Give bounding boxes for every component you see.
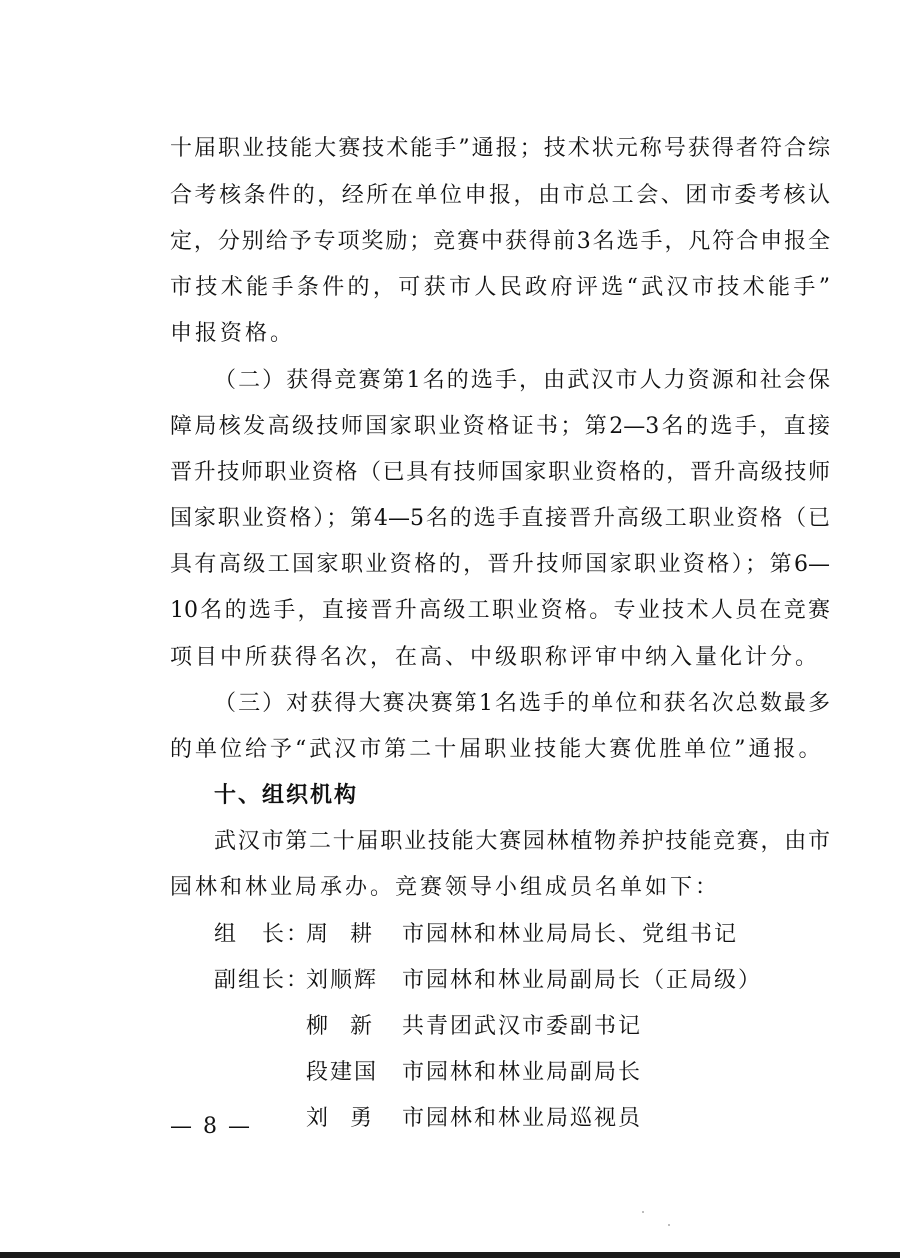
body-line: 具有高级工国家职业资格的，晋升技师国家职业资格）；第6— [170, 552, 830, 577]
committee-name: 段建国 [306, 1060, 379, 1085]
body-line: 园林和林业局承办。竞赛领导小组成员名单如下： [170, 875, 721, 900]
committee-name: 柳新 [306, 1014, 395, 1039]
committee-title: 市园林和林业局巡视员 [402, 1106, 643, 1131]
body-line: 国家职业资格）；第4—5名的选手直接晋升高级工职业资格（已 [170, 506, 830, 531]
body-line: 障局核发高级技师国家职业资格证书；第2—3名的选手，直接 [170, 414, 830, 439]
body-line: 十届职业技能大赛技术能手”通报；技术状元称号获得者符合综 [170, 136, 830, 161]
committee-name: 刘勇 [306, 1106, 395, 1131]
scan-speck [668, 1224, 670, 1226]
section-heading: 十、组织机构 [214, 783, 359, 808]
body-line: 的单位给予“武汉市第二十届职业技能大赛优胜单位”通报。 [170, 737, 824, 762]
committee-title: 市园林和林业局局长、党组书记 [402, 922, 739, 947]
scan-border [0, 1252, 900, 1258]
committee-role: 组 长： [214, 922, 311, 947]
body-line: 项目中所获得名次，在高、中级职称评审中纳入量化计分。 [170, 645, 821, 670]
scan-speck [642, 1211, 644, 1213]
body-line: 申报资格。 [170, 321, 296, 346]
body-line: 晋升技师职业资格（已具有技师国家职业资格的，晋升高级技师 [170, 460, 830, 485]
committee-title: 共青团武汉市委副书记 [402, 1014, 643, 1039]
committee-name: 刘顺辉 [306, 968, 379, 993]
body-line: （二）获得竞赛第1名的选手，由武汉市人力资源和社会保 [214, 368, 830, 393]
body-line: 10名的选手，直接晋升高级工职业资格。专业技术人员在竞赛 [170, 598, 830, 623]
body-line: 市技术能手条件的，可获市人民政府评选“武汉市技术能手” [170, 275, 830, 300]
body-line: 定，分别给予专项奖励；竞赛中获得前3名选手，凡符合申报全 [170, 229, 830, 254]
body-line: 合考核条件的，经所在单位申报，由市总工会、团市委考核认 [170, 183, 830, 208]
committee-name: 周耕 [306, 922, 395, 947]
body-line: （三）对获得大赛决赛第1名选手的单位和获名次总数最多 [214, 691, 830, 716]
body-line: 武汉市第二十届职业技能大赛园林植物养护技能竞赛，由市 [214, 829, 830, 854]
committee-role: 副组长： [214, 968, 311, 993]
page-number: — 8 — [170, 1114, 252, 1139]
committee-title: 市园林和林业局副局长 [402, 1060, 643, 1085]
committee-title: 市园林和林业局副局长（正局级） [402, 968, 763, 993]
